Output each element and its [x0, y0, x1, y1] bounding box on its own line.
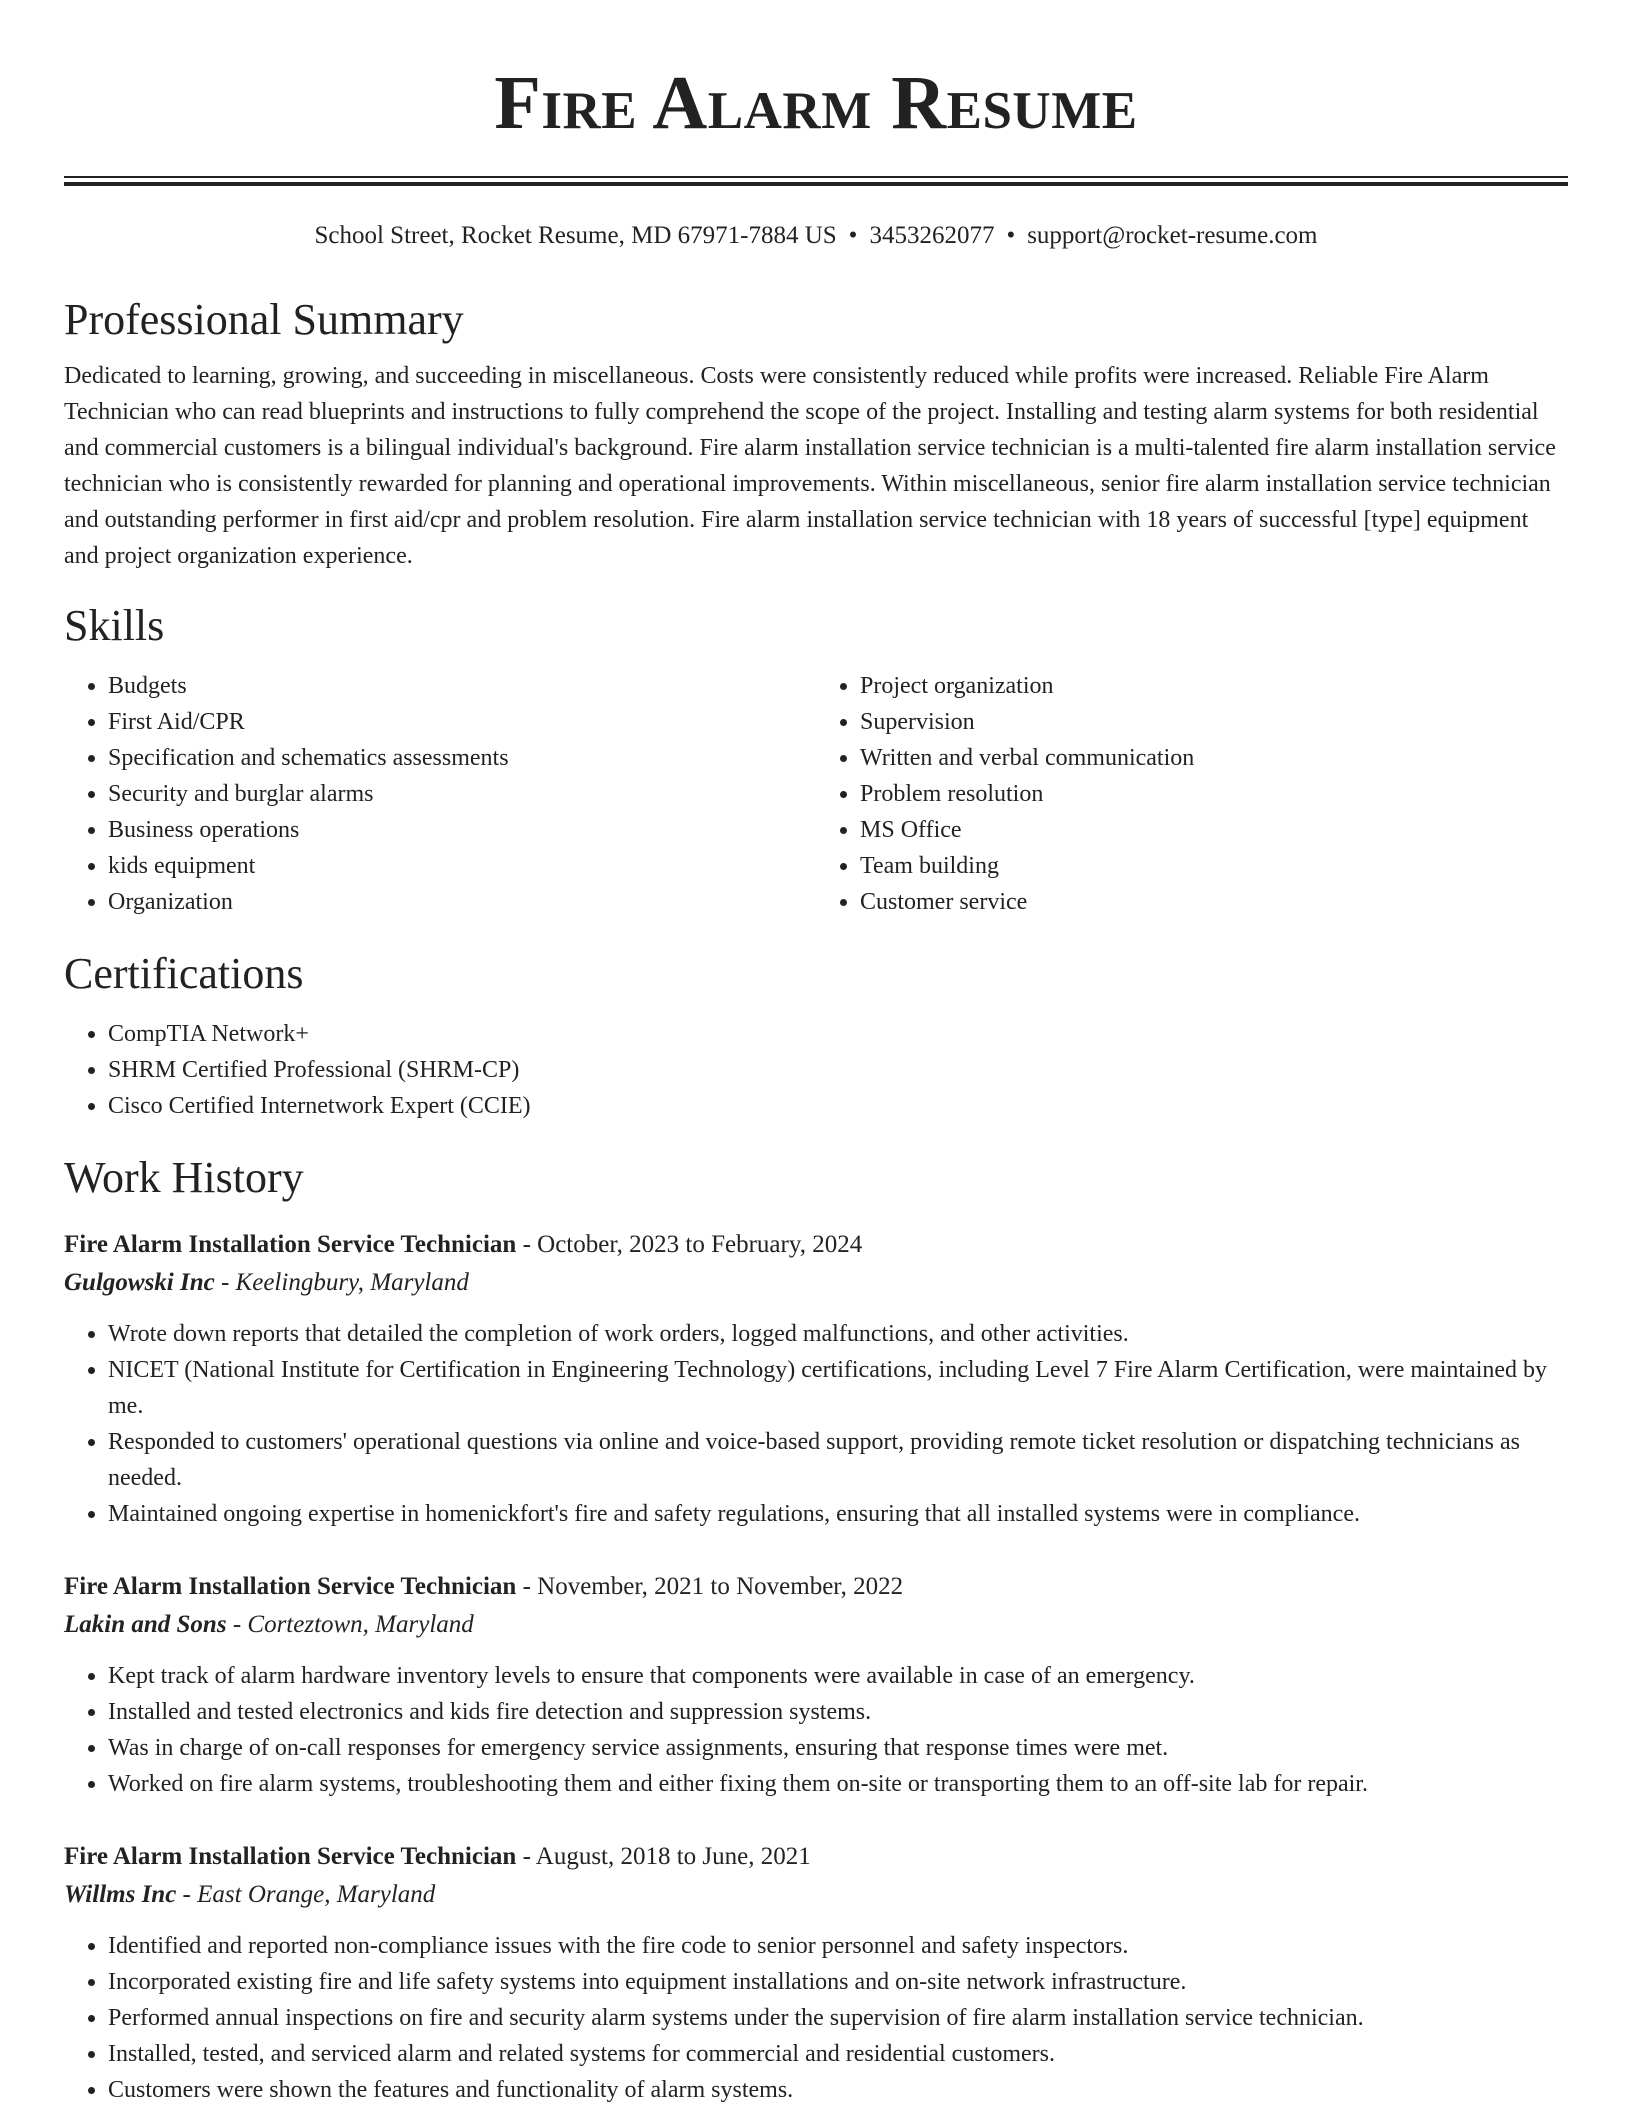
skill-item: • Team building — [860, 848, 1568, 884]
job-title-line — [64, 1226, 1568, 1264]
skill-item: • kids equipment — [108, 848, 816, 884]
job-location: - Keelingbury, Maryland — [214, 1269, 469, 1296]
job-company: Lakin and Sons — [64, 1611, 227, 1638]
skill-item: • Security and burglar alarms — [108, 776, 816, 812]
job-bullets — [64, 1658, 1568, 1802]
skill-item: • Problem resolution — [860, 776, 1568, 812]
skill-item: • Organization — [108, 884, 816, 920]
skills-heading: Skills — [64, 601, 165, 650]
job-entry — [64, 1838, 1568, 2108]
job-title-line — [64, 1838, 1568, 1876]
contact-address: School Street, Rocket Resume, MD 67971-7884 US — [314, 222, 837, 249]
contact-separator: • — [1006, 222, 1016, 249]
job-bullet: • Wrote down reports that detailed the completion of work orders, logged malfunctions, and other activities. — [108, 1316, 1568, 1352]
certification-item: • SHRM Certified Professional (SHRM-CP) — [108, 1052, 1568, 1088]
job-title: Fire Alarm Installation Service Technician — [64, 1573, 517, 1600]
certification-item: • Cisco Certified Internetwork Expert (CCIE) — [108, 1088, 1568, 1124]
certifications-list — [64, 1016, 1568, 1124]
skills-columns — [64, 668, 1568, 920]
summary-heading: Professional Summary — [64, 295, 464, 344]
job-bullet: • Worked on fire alarm systems, troubleshooting them and either fixing them on-site or transporting them to an off-site lab for repair. — [108, 1766, 1568, 1802]
skill-item: • Project organization — [860, 668, 1568, 704]
job-title: Fire Alarm Installation Service Technician — [64, 1231, 517, 1258]
job-bullet: • Customers were shown the features and functionality of alarm systems. — [108, 2072, 1568, 2108]
skill-item: • First Aid/CPR — [108, 704, 816, 740]
job-dates: - October, 2023 to February, 2024 — [516, 1231, 863, 1258]
contact-separator: • — [848, 222, 858, 249]
job-bullet: • Installed and tested electronics and kids fire detection and suppression systems. — [108, 1694, 1568, 1730]
job-bullet: • Identified and reported non-compliance issues with the fire code to senior personnel and safety inspectors. — [108, 1928, 1568, 1964]
job-bullet: • Kept track of alarm hardware inventory levels to ensure that components were available in case of an emergency. — [108, 1658, 1568, 1694]
contact-email: support@rocket-resume.com — [1027, 222, 1318, 249]
work-history-heading: Work History — [64, 1153, 304, 1202]
skill-item: • Specification and schematics assessments — [108, 740, 816, 776]
skill-item: • Budgets — [108, 668, 816, 704]
contact-phone: 3453262077 — [869, 222, 995, 249]
job-entry — [64, 1226, 1568, 1532]
job-title-line — [64, 1568, 1568, 1606]
skill-item: • Supervision — [860, 704, 1568, 740]
title-divider — [64, 176, 1568, 186]
job-bullet: • Installed, tested, and serviced alarm and related systems for commercial and residential customers. — [108, 2036, 1568, 2072]
job-location: - Corteztown, Maryland — [226, 1611, 474, 1638]
skill-item: • MS Office — [860, 812, 1568, 848]
skill-item: • Written and verbal communication — [860, 740, 1568, 776]
skills-list-left — [64, 668, 816, 920]
job-company-line — [64, 1876, 1568, 1914]
job-company-line — [64, 1606, 1568, 1644]
job-bullet: • Incorporated existing fire and life safety systems into equipment installations and on-site network infrastructure. — [108, 1964, 1568, 2000]
job-bullets — [64, 1928, 1568, 2108]
job-title: Fire Alarm Installation Service Technician — [64, 1843, 517, 1870]
job-company: Willms Inc — [64, 1881, 177, 1908]
job-bullet: • NICET (National Institute for Certification in Engineering Technology) certifications, including Level 7 Fire Alarm Certification, were maintained by me. — [108, 1352, 1568, 1424]
job-company: Gulgowski Inc — [64, 1269, 215, 1296]
job-bullets — [64, 1316, 1568, 1532]
job-bullet: • Was in charge of on-call responses for emergency service assignments, ensuring that response times were met. — [108, 1730, 1568, 1766]
skill-item: • Customer service — [860, 884, 1568, 920]
job-company-line — [64, 1264, 1568, 1302]
job-bullet: • Responded to customers' operational questions via online and voice-based support, providing remote ticket resolution or dispatching technicians as needed. — [108, 1424, 1568, 1496]
contact-line — [64, 220, 1568, 252]
job-bullet: • Performed annual inspections on fire and security alarm systems under the supervision of fire alarm installation service technician. — [108, 2000, 1568, 2036]
certifications-heading: Certifications — [64, 949, 304, 998]
skills-list-right — [816, 668, 1568, 920]
skill-item: • Business operations — [108, 812, 816, 848]
job-location: - East Orange, Maryland — [176, 1881, 436, 1908]
certification-item: • CompTIA Network+ — [108, 1016, 1568, 1052]
job-dates: - August, 2018 to June, 2021 — [516, 1843, 811, 1870]
job-bullet: • Maintained ongoing expertise in homenickfort's fire and safety regulations, ensuring that all installed systems were in compliance. — [108, 1496, 1568, 1532]
job-dates: - November, 2021 to November, 2022 — [516, 1573, 904, 1600]
resume-title: Fire Alarm Resume — [494, 61, 1138, 145]
job-entry — [64, 1568, 1568, 1802]
summary-text: Dedicated to learning, growing, and succeeding in miscellaneous. Costs were consistently reduced while profits were increased. Reliable Fire Alarm Technician who can read blueprints and instructions to fully comprehend the scope of the project. Installing and testing alarm systems for both residential and commercial customers is a bilingual individual's background. Fire alarm installation service technician is a multi-talented fire alarm installation service technician who is consistently rewarded for planning and operational improvements. Within miscellaneous, senior fire alarm installation service technician and outstanding performer in first aid/cpr and problem resolution. Fire alarm installation service technician with 18 years of successful [type] equipment and project organization experience. — [64, 363, 1556, 569]
